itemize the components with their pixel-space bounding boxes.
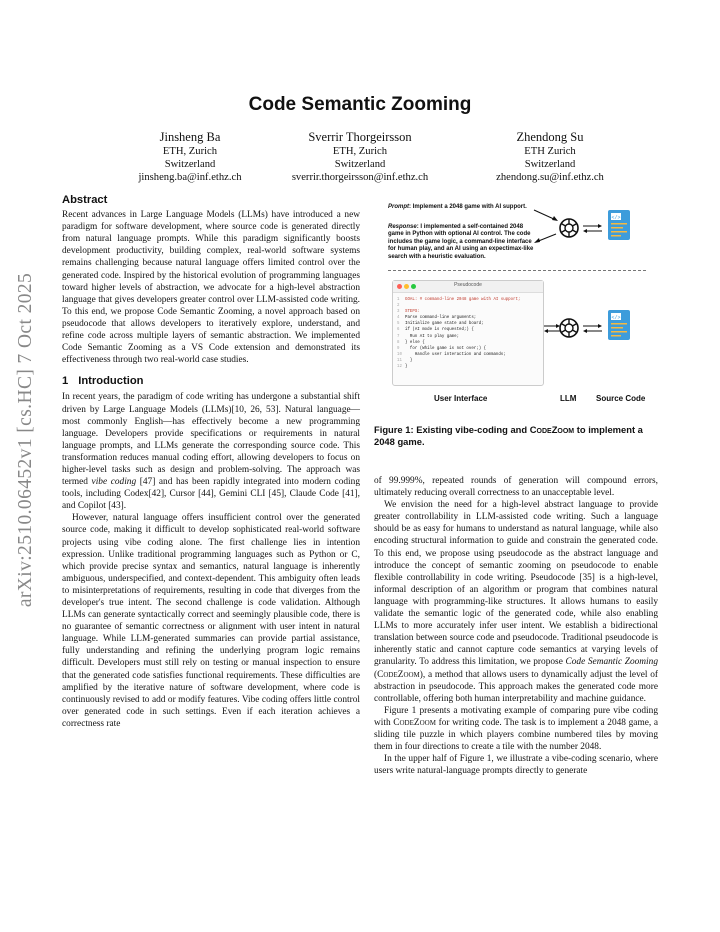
figure-caption: Figure 1: Existing vibe-coding and CodeZoom to implement a 2048 game. xyxy=(374,424,643,447)
author-country: Switzerland xyxy=(524,159,576,170)
arxiv-identifier: arXiv:2510.06452v1 [cs.HC] 7 Oct 2025 xyxy=(15,272,36,608)
author-affiliation: ETH, Zurich xyxy=(332,146,388,157)
intro-paragraph-1: In recent years, the paradigm of code writing has undergone a substantial shift driven by Large Language Models (LLMs)[10, 26, 53]. Natural language—most commonly English—has effectively become a new programming language. Developers provide specifications or requirements in natural language prompts, and LLMs generate the corresponding source code. This transformation reduces manual coding effort, allowing developers to focus on higher-level tasks such as design and problem-solving. The approach was termed vibe coding [47] and has been rapidly integrated into modern coding tools, including Codex[42], Cursor [44], Gemini CLI [45], Claude Code [41], and Copilot [43]. xyxy=(62,392,360,512)
figure-1 xyxy=(374,198,658,408)
author-email: jinsheng.ba@inf.ethz.ch xyxy=(138,172,242,183)
label-user-interface: User Interface xyxy=(434,394,488,403)
label-source-code: Source Code xyxy=(596,394,646,403)
author-country: Switzerland xyxy=(164,159,216,170)
source-code-icon xyxy=(608,210,630,240)
right-paragraph-4: In the upper half of Figure 1, we illustrate a vibe-coding scenario, where users write natural-language prompts directly to generate xyxy=(374,754,658,777)
editor-titlebar xyxy=(393,281,543,293)
openai-logo-icon xyxy=(560,319,578,337)
abstract-text: Recent advances in Large Language Models (LLMs) have introduced a new paradigm for software development, where source code is generated directly from natural language prompts. While this paradigm significantly boosts development productivity, building complex, real-world software systems remains challenging because natural language offers limited control over the generated code. Inspired by the historical evolution of programming languages toward higher levels of abstraction, we advocate for a high-level abstraction language that gives developers greater control over LLM-assisted code writing. To this end, we propose Code Semantic Zooming, a novel approach based on pseudocode that allows developers to iteratively explore, understand, and refine code across multiple layers of semantic abstraction. We implemented Code Semantic Zooming as a VS Code extension and demonstrated its effectiveness through two real-world case studies. xyxy=(62,210,360,366)
paper-title: Code Semantic Zooming xyxy=(248,94,472,115)
right-paragraph-1: of 99.999%, repeated rounds of generation will compound errors, ultimately reducing overall correctness to an unacceptable level. xyxy=(374,476,658,499)
left-column xyxy=(62,194,360,730)
section-heading-introduction: 1 Introduction xyxy=(62,375,144,388)
author-3 xyxy=(440,130,660,184)
abstract-heading: Abstract xyxy=(62,194,108,206)
label-llm: LLM xyxy=(560,394,577,403)
author-affiliation: ETH, Zurich xyxy=(162,146,218,157)
author-name: Jinsheng Ba xyxy=(159,130,221,144)
svg-text:</>: </> xyxy=(611,215,621,221)
intro-paragraph-2: However, natural language offers insufficient control over the generated source code, making it difficult to develop sophisticated real-world software projects using vibe coding alone. The first challenge lies in intention expression. Unlike traditional programming languages such as Python or C, which provide precise syntax and semantics, natural language is inherently ambiguous, underspecified, and context-dependent. This ambiguity often leads to misinterpretations of requirements, resulting in code that diverges from the developer's true intent. The second challenge is code validation. Although LLMs can generate syntactically correct and seemingly plausible code, there is no guarantee of semantic correctness or alignment with user intent in natural language. While LLM-generated summaries can provide partial assistance, fully understanding and refining the underlying program logic remains difficult. Developers must still rely on testing or manual inspection to ensure that the generated code satisfies functional requirements. These difficulties are amplified by the iterative nature of software development, where code is continuously revised to add or modify features. Vibe coding offers little control over generated code in such settings. Even if each iteration achieves a correctness rate xyxy=(62,513,360,729)
prompt-text: Prompt: Implement a 2048 game with AI support. xyxy=(388,204,527,210)
author-name: Zhendong Su xyxy=(516,130,584,144)
author-2 xyxy=(250,130,470,184)
openai-logo-icon xyxy=(560,219,578,237)
right-paragraph-3: Figure 1 presents a motivating example of comparing pure vibe coding with CodeZoom for writing code. The task is to implement a 2048 game, a sliding tile puzzle in which players combine numbered tiles by moving them in four directions to create a tile with the number 2048. xyxy=(374,705,658,753)
author-name: Sverrir Thorgeirsson xyxy=(308,130,412,144)
divider-dashed xyxy=(388,270,646,271)
svg-text:</>: </> xyxy=(611,315,621,321)
author-email: zhendong.su@inf.ethz.ch xyxy=(496,172,604,183)
arrow-prompt-to-llm xyxy=(534,210,556,220)
editor-title: Pseudocode xyxy=(454,282,482,288)
author-country: Switzerland xyxy=(334,159,386,170)
author-affiliation: ETH Zurich xyxy=(524,146,576,157)
pseudocode-editor xyxy=(392,280,544,386)
author-email: sverrir.thorgeirsson@inf.ethz.ch xyxy=(291,172,429,183)
source-code-icon xyxy=(608,310,630,340)
response-text: Response: I implemented a self-contained 2048 game in Python with optional AI control. The code includes the game logic, a command-line interface for human play, and an AI using an expectimax-like search with a heuristic evaluation. xyxy=(388,224,534,260)
right-paragraph-2: We envision the need for a high-level abstract language to provide greater controllability in LLM-assisted code writing. Such a language should be as easy for humans to understand as natural language, while also encoding structural information to guide and constrain the generated code. To this end, we propose using pseudocode as the abstract language and introduce the concept of semantic zooming on pseudocode to enable flexible controllability in code writing. Pseudocode [35] is a high-level, informal description of an algorithm or program that combines natural language with programming-like structures. It allows humans to easily validate the semantic logic of the generated code, while also enabling LLMs to more accurately infer user intent. We establish a bidirectional translation between source code and pseudocode. Traditional pseudocode is inherently static and cannot capture code semantics at varying levels of granularity. To address this limitation, we propose Code Semantic Zooming (CodeZoom), a method that allows users to dynamically adjust the level of abstraction in pseudocode. This approach makes the generated code more controllable, offering both human interpretability and machine guidance. xyxy=(374,500,658,704)
pseudocode-lines: 1 GOAL: # command-line 2048 game with AI support; 2 3 STEPS: 4 Parse command-line arguments; 5 Initialize game state and board; 6 if (AI mode is requested;) { 7 Run AI to play game; 8 } else { 9 for (While game is not over;) { 10 Handle user interaction and commands; 11 } 12 } xyxy=(397,298,521,370)
right-column xyxy=(374,475,658,777)
